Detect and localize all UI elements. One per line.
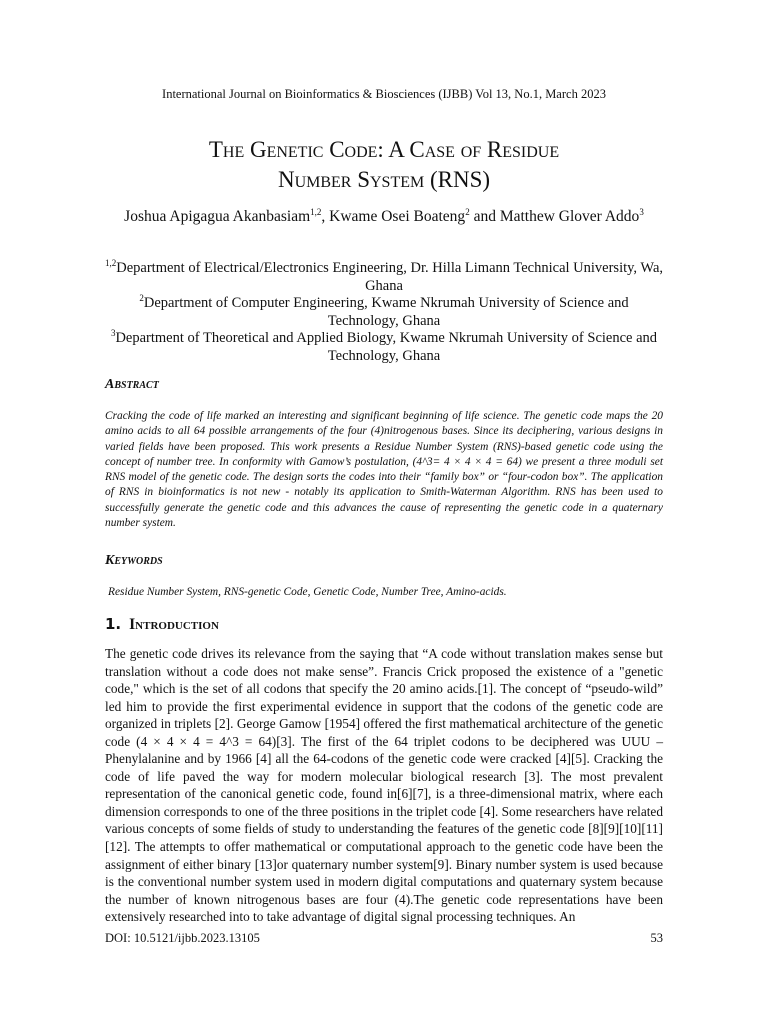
introduction-heading [105,615,665,634]
title-line-2: Number System (RNS) [277,167,491,192]
introduction-text: The genetic code drives its relevance from the saying that “A code without translation makes sense but translation without a code does not make sense”. Francis Crick proposed the existence of a "genetic code," which is the set of all codons that specify the 20 amino acids.[1]. The concept of “pseudo-wild” led him to provide the first experimental evidence in support that the codons of the genetic code are organized in triplets [2]. George Gamow [1954] offered the first mathematical architecture of the genetic code (4 × 4 × 4 = 4^3 = 64)[3]. The first of the 64 triplet codons to be deciphered was UUU – Phenylalanine and by 1966 [4] all the 64-codons of the genetic code were cracked [4][5]. Cracking the code of life paved the way for modern molecular biological research [3]. The most prevalent representation of the canonical genetic code, found in[6][7], is a three-dimensional matrix, where each dimension corresponds to one of the three positions in the triplet code [4]. Some researchers have related various concepts of some fields of study to understanding the features of the genetic code [8][9][10][11][12]. The attempts to offer mathematical or computational approach to the genetic code have been the assignment of either binary [13]or quaternary number system[9]. Binary number system is used because is the conventional number system used in modern digital computations and quaternary system because the number of known nitrogenous bases are four (4).The genetic code representations have been extensively researched into to take advantage of digital signal processing techniques. An [105,646,663,925]
author-affil-sup: 1,2 [310,206,322,217]
affiliation-item [105,330,663,365]
author-list [105,207,663,227]
title-line-1: The Genetic Code: A Case of Residue [208,137,560,162]
affiliation-sup: 2 [139,293,144,304]
paper-title [120,135,648,195]
affiliation-sup: 1,2 [105,258,117,269]
author-affil-sup: 2 [465,206,470,217]
affiliation-sup: 3 [110,328,116,339]
affiliation-item [105,295,663,330]
page-footer [105,931,663,946]
affiliation-item [105,260,663,295]
abstract-heading: Abstract [105,377,159,392]
affiliation-text: Department of Electrical/Electronics Engineering, Dr. Hilla Limann Technical University, Wa, Ghana [116,260,664,294]
abstract-text: Cracking the code of life marked an interesting and significant beginning of life science. The genetic code maps the 20 amino acids to all 64 possible arrangements of the four (4)nitrogenous bases. Since its deciphering, various designs in varied fields have been proposed. This work presents a Residue Number System (RNS)-based genetic code using the concept of number tree. In conformity with Gamow’s postulation, (4^3= 4 × 4 × 4 = 64) we present a three moduli set RNS model of the genetic code. The design sorts the codes into their “family box” or “four-codon box”. The application of RNS in bioinformatics is not new - notably its application to Smith-Waterman Algorithm. RNS has been used to successfully generate the genetic code and this advances the cause of representing the genetic code in a quaternary number system. [105,410,663,530]
doi-text: DOI: 10.5121/ijbb.2023.13105 [105,931,260,945]
section-title: Introduction [129,616,219,633]
author-affil-sup: 3 [639,206,644,217]
page-number: 53 [650,931,663,945]
keywords-heading: Keywords [105,553,163,568]
running-head: International Journal on Bioinformatics & Biosciences (IJBB) Vol 13, No.1, March 2023 [162,87,606,101]
author-name: Joshua Apigagua Akanbasiam [124,208,311,225]
author-separator: , [321,208,330,225]
author-name: Kwame Osei Boateng [329,208,466,225]
author-name: Matthew Glover Addo [499,208,640,225]
section-number: 1. [105,615,122,633]
affiliation-list [105,260,663,365]
affiliation-text: Department of Computer Engineering, Kwame Nkrumah University of Science and Technology, Ghana [143,295,629,329]
author-separator: and [469,208,500,225]
affiliation-text: Department of Theoretical and Applied Biology, Kwame Nkrumah University of Science and Technology, Ghana [115,330,658,364]
keywords-text: Residue Number System, RNS-genetic Code, Genetic Code, Number Tree, Amino-acids. [108,586,507,598]
